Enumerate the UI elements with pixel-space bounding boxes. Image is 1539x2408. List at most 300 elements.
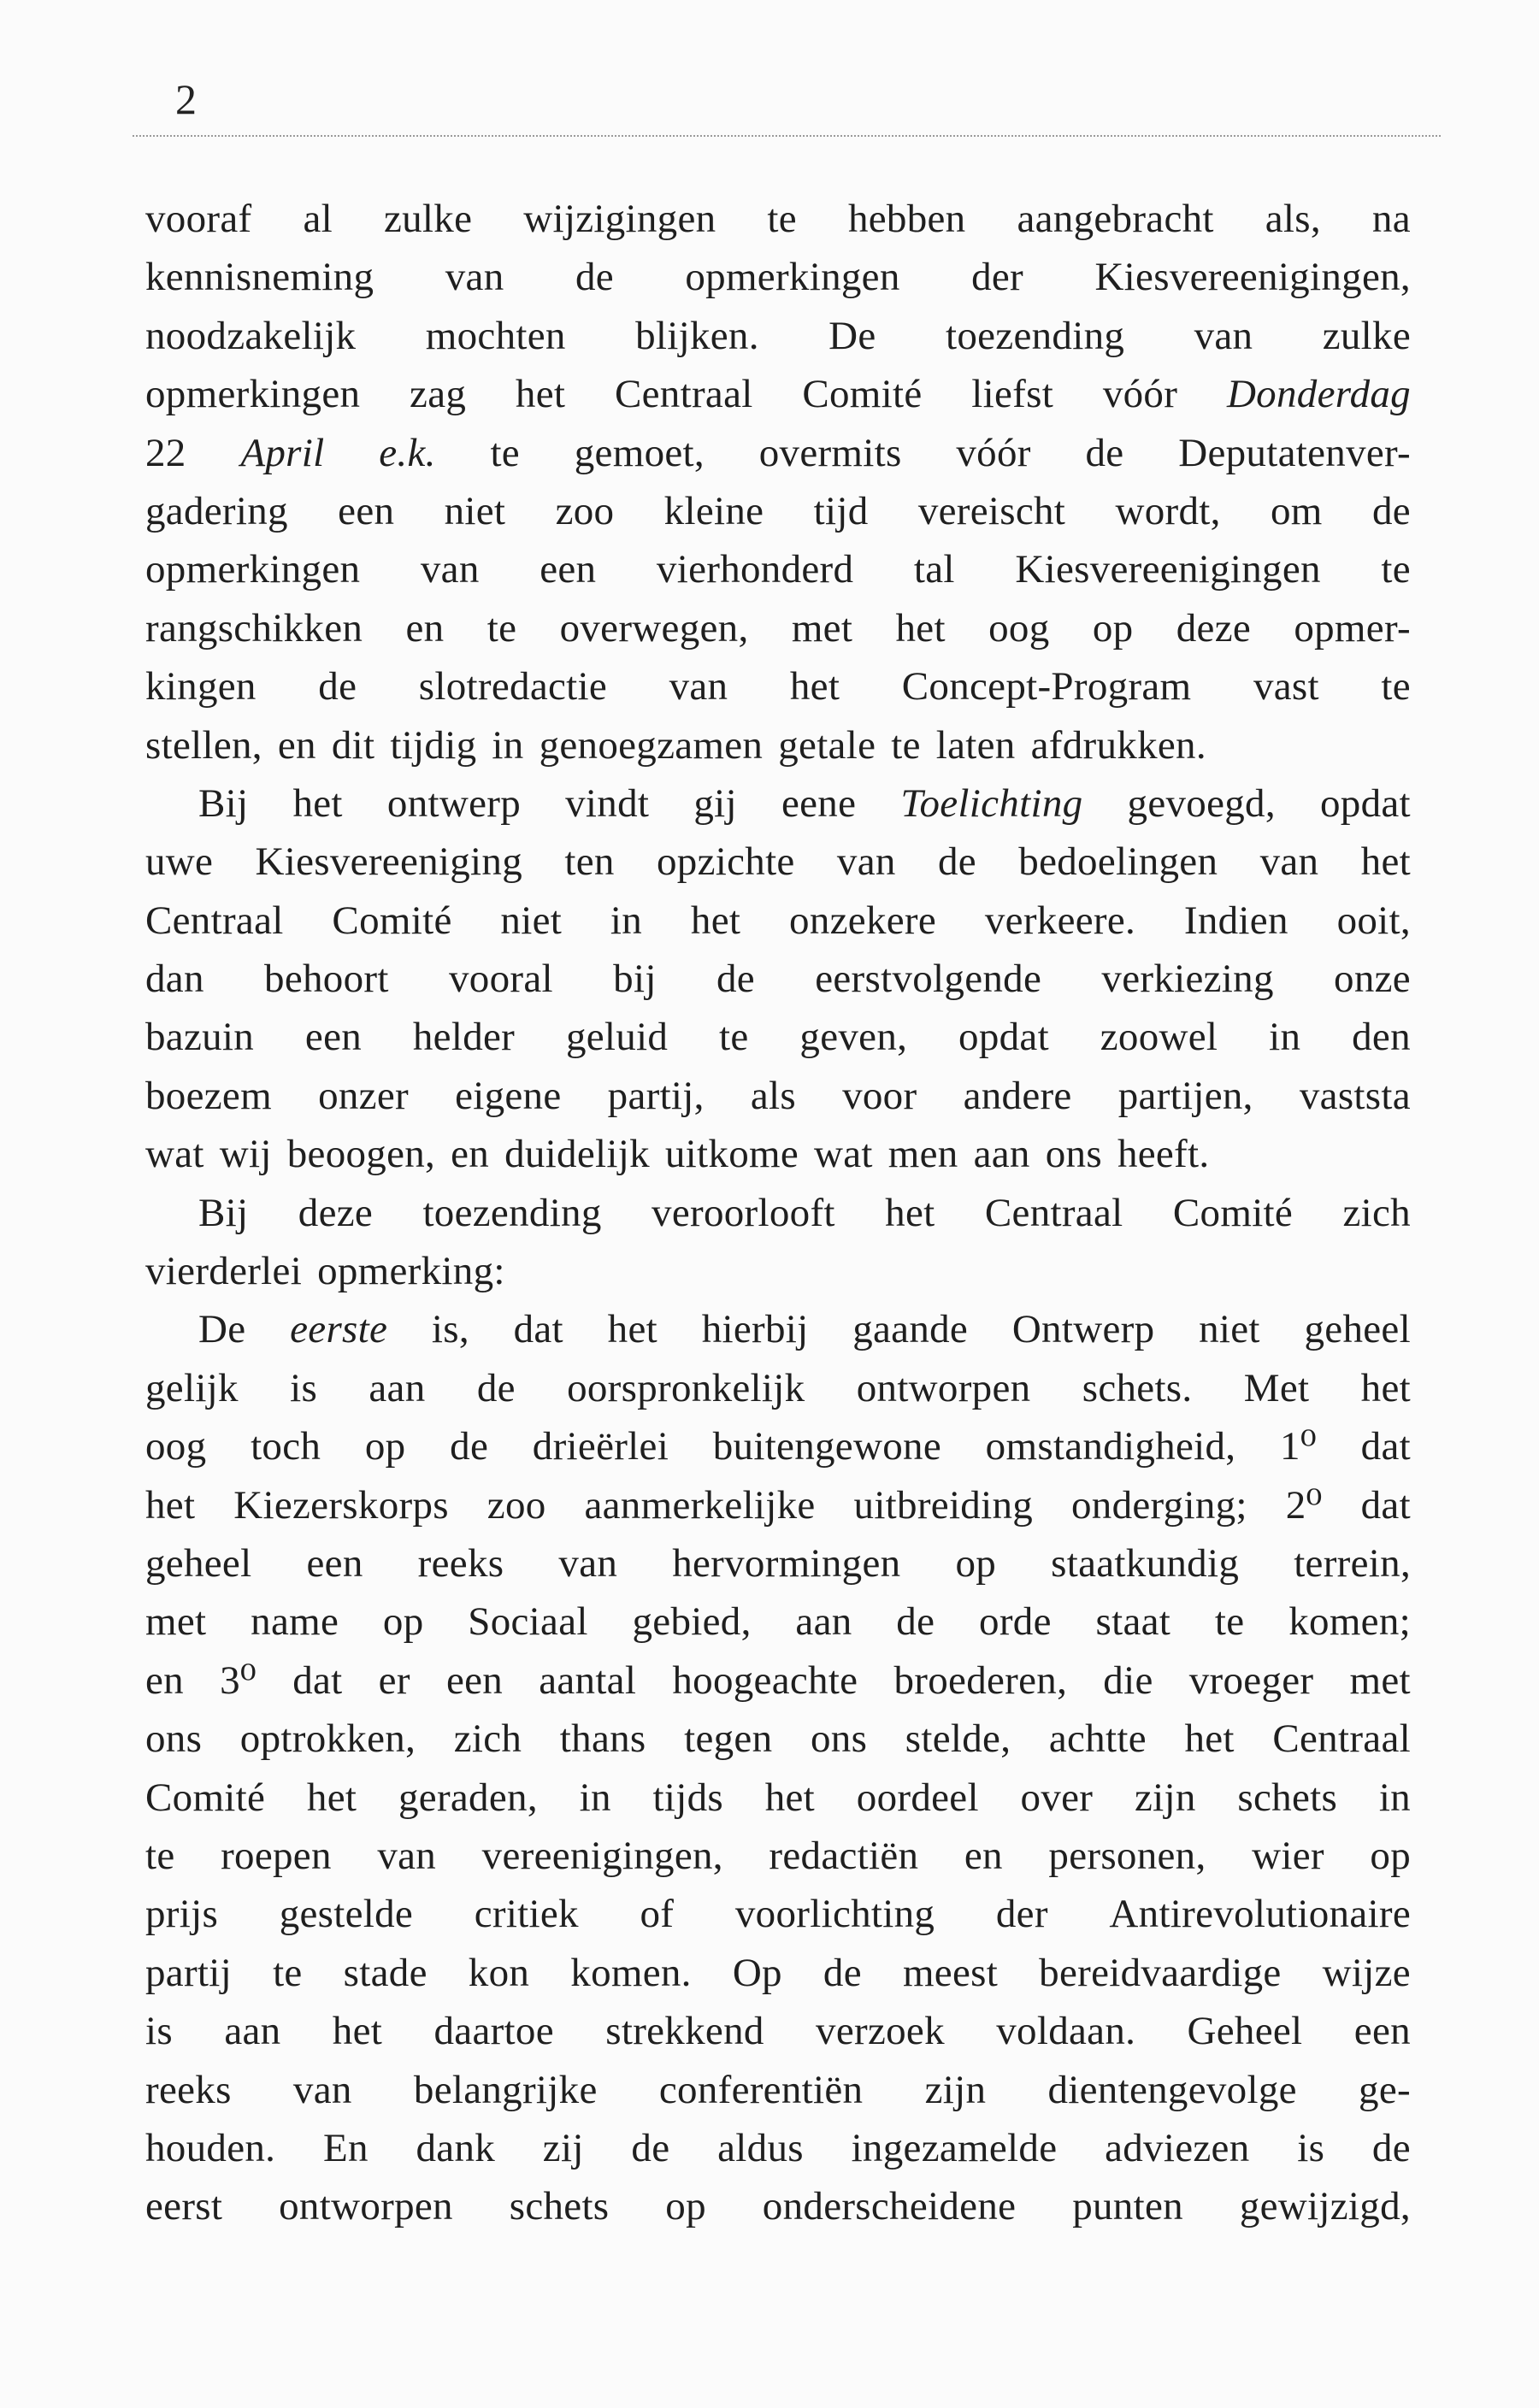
text-word: Comité [1172,1190,1294,1235]
text-word: van [292,2067,352,2112]
text-line [145,540,1411,598]
text-word: conferentiën [658,2067,864,2112]
text-word: Comité [145,1775,266,1820]
text-word: Antirevolutionaire [1109,1892,1411,1937]
text-word: onderscheidene [762,2184,1017,2229]
text-word: een [1353,2009,1411,2054]
text-word: 1⁰ [1280,1424,1317,1469]
text-word: zoo [486,1482,546,1528]
text-word: wijze [1322,1950,1411,1995]
text-word: niet [1199,1307,1260,1352]
text-word: hervormingen [672,1540,901,1586]
text-word: te [1214,1599,1245,1645]
text-word: men [887,1132,958,1177]
text-word: kon [468,1950,530,1995]
text-word: van [1194,313,1253,358]
text-word: vereischt [917,488,1066,533]
text-word: te [145,1833,175,1878]
header-rule [133,135,1441,137]
text-word: aan [224,2009,281,2054]
text-word: na [1371,197,1411,241]
text-word: redactiën [769,1833,919,1878]
text-line [145,1184,1411,1242]
text-word: gij [693,780,737,826]
text-word: eerstvolgende [815,957,1042,1002]
text-word: opdat [1320,780,1411,826]
text-line [145,1769,1411,1827]
text-line [145,424,1411,482]
text-word: zij [542,2125,584,2170]
text-word: dat [1360,1482,1411,1528]
text-word: aan [973,1132,1030,1177]
text-line [145,833,1411,891]
text-word: heeft. [1117,1132,1210,1177]
text-word: is [1297,2125,1325,2170]
text-word: op [1370,1833,1411,1878]
text-word: tegen [684,1716,773,1762]
text-word: Comité [802,372,923,417]
text-word: opzichte [656,839,795,885]
text-word: wat [814,1132,873,1177]
text-word: te [1381,547,1411,592]
text-word: schets [509,2184,610,2229]
text-word: aan [369,1365,426,1410]
text-word: Deputatenver- [1178,430,1411,475]
text-word: slotredactie [418,664,608,709]
text-word: of [640,1892,675,1937]
text-word: Kiesvereenigingen, [1094,255,1411,300]
text-word: stelde, [905,1716,1011,1762]
text-word: vóór [956,430,1031,475]
text-word: bazuin [145,1015,255,1060]
text-word: met [791,605,853,651]
text-word: onzekere [789,898,937,943]
text-word: niet [444,488,506,533]
text-word: deze [298,1190,374,1235]
text-word: toezending [945,313,1125,358]
text-word: het [306,1775,357,1820]
text-word: gadering [145,488,288,533]
text-word: zag [410,372,467,417]
text-word: tijds [652,1775,723,1820]
text-word: terrein, [1294,1540,1411,1586]
text-word: Indien [1183,898,1288,943]
text-word: de [716,957,755,1002]
text-word: op [955,1540,997,1586]
text-word: gevoegd, [1127,780,1276,826]
text-word: geluid [565,1015,669,1060]
text-word: een [445,1657,504,1703]
text-word: omstandigheid, [985,1424,1236,1469]
text-line [145,950,1411,1008]
text-word: critiek [474,1892,579,1937]
text-word: van [445,255,504,300]
text-word: wij [219,1132,272,1177]
text-line [145,1300,1411,1358]
text-word: vooral [449,957,553,1002]
text-line [145,190,1411,248]
text-word: eerst [145,2184,223,2229]
text-word: De [828,313,876,358]
text-word: de [631,2125,670,2170]
text-line [145,1651,1411,1710]
text-word: broederen, [893,1657,1068,1703]
text-word: zoowel [1100,1015,1218,1060]
text-word: ooit, [1336,898,1411,943]
text-word: is, [431,1307,469,1352]
text-word: te [767,197,797,241]
text-word: het [789,664,840,709]
text-word: orde [979,1599,1052,1645]
text-word: het [515,372,566,417]
text-word: en [145,1657,184,1703]
text-line [145,248,1411,306]
text-word: het [1360,839,1411,885]
text-word: met [145,1599,207,1645]
text-word: het [764,1775,816,1820]
text-word: Kiesvereeniging [255,839,523,885]
text-word: partijen, [1117,1073,1253,1118]
text-line [145,1534,1411,1593]
text-word: kingen [145,664,256,709]
text-word: een [306,1540,363,1586]
text-word: De [198,1307,246,1352]
text-word: tijd [813,488,869,533]
text-word: Ontwerp [1011,1307,1155,1352]
text-word: ontworpen [856,1365,1031,1410]
text-line [145,365,1411,423]
text-word: prijs [145,1892,219,1937]
text-word: kleine [663,488,764,533]
text-word: Sociaal [468,1599,588,1645]
text-word: blijken. [635,313,759,358]
text-word: oordeel [856,1775,979,1820]
text-word: tijdig [390,722,477,768]
text-word: punten [1072,2184,1183,2229]
text-word: vierhonderd [656,547,854,592]
text-word: 2⁰ [1285,1482,1323,1528]
text-word: stellen, [145,722,262,768]
text-word: partij [145,1950,232,1995]
text-word: der [971,255,1023,300]
text-word: ge- [1359,2067,1411,2112]
text-word: schets. [1082,1365,1193,1410]
text-line [145,307,1411,365]
text-word: vóór [1102,372,1178,417]
text-word: zijn [1135,1775,1196,1820]
text-word: Met [1243,1365,1310,1410]
text-word: gemoet, [574,430,705,475]
text-word: stade [343,1950,428,1995]
text-line [145,2002,1411,2060]
text-word: met [1349,1657,1411,1703]
text-word: het [895,605,946,651]
text-word: April [240,430,325,475]
text-word: noodzakelijk [145,313,357,358]
text-word: roepen [221,1833,332,1878]
text-line [145,1476,1411,1534]
text-word: uitbreiding [853,1482,1034,1528]
text-line [145,1593,1411,1651]
text-word: gestelde [279,1892,414,1937]
text-word: over [1020,1775,1094,1820]
text-word: hoogeachte [672,1657,858,1703]
text-word: de [575,255,614,300]
text-word: ons [1045,1132,1102,1177]
text-word: verkiezing [1101,957,1274,1002]
text-word: te [486,605,517,651]
text-word: 22 [145,430,186,475]
text-word: het [145,1482,196,1528]
text-word: Kiezerskorps [233,1482,449,1528]
text-word: zoo [555,488,615,533]
text-word: onze [1334,957,1411,1002]
text-word: Centraal [1272,1716,1411,1762]
text-word: andere [963,1073,1072,1118]
text-word: Comité [332,898,452,943]
text-word: hebben [847,197,966,241]
text-word: buitengewone [712,1424,941,1469]
text-word: en [451,1132,490,1177]
text-word: kennisneming [145,255,374,300]
text-word: der [995,1892,1048,1937]
text-word: eerste [290,1307,388,1352]
text-word: geheel [145,1540,252,1586]
text-word: die [1103,1657,1153,1703]
text-word: in [1378,1775,1411,1820]
text-word: ontworpen [279,2184,453,2229]
text-word: reeks [417,1540,504,1586]
text-line [145,1067,1411,1125]
text-word: gewijzigd, [1239,2184,1411,2229]
text-word: verzoek [816,2009,945,2054]
text-word: ten [564,839,615,885]
text-line [145,599,1411,657]
text-word: opdat [958,1015,1049,1060]
body-text [145,190,1411,2236]
text-word: de [896,1599,935,1645]
text-word: Donderdag [1226,372,1411,417]
text-word: thans [559,1716,646,1762]
text-word: gebied, [632,1599,752,1645]
text-word: en [405,605,445,651]
text-word: dat [292,1657,343,1703]
text-word: wordt, [1115,488,1221,533]
text-word: op [382,1599,424,1645]
text-word: dientengevolge [1047,2067,1297,2112]
text-line [145,1944,1411,2002]
text-word: veroorlooft [652,1190,835,1235]
text-word: staatkundig [1051,1540,1240,1586]
text-word: aanmerkelijke [584,1482,816,1528]
text-word: strekkend [605,2009,764,2054]
text-word: reeks [145,2067,232,2112]
text-word: toezending [422,1190,602,1235]
text-word: de [318,664,357,709]
text-word: vroeger [1188,1657,1314,1703]
text-word: ingezamelde [851,2125,1058,2170]
text-word: eigene [455,1073,562,1118]
text-word: Centraal [984,1190,1123,1235]
page-number: 2 [175,75,197,123]
text-line [145,1125,1411,1183]
text-word: aantal [539,1657,637,1703]
text-word: komen; [1288,1599,1411,1645]
text-word: oorspronkelijk [567,1365,805,1410]
text-word: vaststa [1299,1073,1411,1118]
text-word: belangrijke [413,2067,598,2112]
text-line [145,482,1411,540]
text-word: geven, [799,1015,908,1060]
text-word: wat [145,1132,204,1177]
text-word: meest [902,1950,999,1995]
text-word: houden. [145,2125,276,2170]
text-word: bedoelingen [1018,839,1218,885]
text-word: overwegen, [559,605,749,651]
text-word: vindt [565,780,650,826]
text-line [145,2061,1411,2119]
text-word: te [273,1950,303,1995]
text-word: genoegzamen [539,722,764,768]
text-word: drieërlei [532,1424,669,1469]
text-word: Bij [198,1190,249,1235]
text-word: partij, [607,1073,705,1118]
text-word: dank [416,2125,496,2170]
text-word: om [1270,488,1323,533]
text-word: gelijk [145,1365,239,1410]
text-word: het [332,2009,383,2054]
text-line [145,1359,1411,1417]
text-word: daartoe [433,2009,554,2054]
text-word: Bij [198,780,249,826]
text-word: e.k. [379,430,436,475]
text-word: in [492,722,524,768]
text-line [145,2119,1411,2177]
text-word: opmerkingen [685,255,900,300]
text-word: liefst [971,372,1054,417]
text-line [145,716,1411,774]
text-word: al [303,197,333,241]
text-word: de [450,1424,489,1469]
text-word: van [836,839,896,885]
text-word: en [964,1833,1003,1878]
text-word: afdrukken. [1030,722,1206,768]
text-word: het [885,1190,935,1235]
text-word: van [420,547,480,592]
text-word: zich [453,1716,522,1762]
text-word: een [540,547,597,592]
text-word: het [1184,1716,1235,1762]
text-word: is [145,2009,173,2054]
text-word: van [1259,839,1319,885]
text-word: het [292,780,343,826]
text-line [145,1008,1411,1066]
text-word: dat [1360,1424,1411,1469]
text-word: 3⁰ [220,1657,257,1703]
text-word: staat [1095,1599,1171,1645]
text-word: deze [1176,605,1252,651]
text-word: het [607,1307,657,1352]
text-word: aangebracht [1017,197,1214,241]
text-word: verkeere. [984,898,1136,943]
text-word: dit [331,722,375,768]
text-word: Kiesvereenigingen [1015,547,1321,592]
text-word: overmits [758,430,902,475]
text-word: bereidvaardige [1039,1950,1282,1995]
text-word: op [1092,605,1134,651]
text-word: name [251,1599,339,1645]
text-word: En [322,2125,369,2170]
text-word: geheel [1304,1307,1411,1352]
text-word: oog [145,1424,207,1469]
text-word: bij [613,957,657,1002]
text-line [145,1885,1411,1943]
text-line [145,1242,1411,1300]
text-word: in [579,1775,611,1820]
text-word: den [1352,1015,1411,1060]
text-word: ontwerp [386,780,522,826]
text-word: Op [732,1950,782,1995]
text-word: wier [1252,1833,1324,1878]
text-word: toch [251,1424,321,1469]
text-word: zulke [1322,313,1411,358]
text-word: helder [412,1015,516,1060]
text-word: als [750,1073,796,1118]
text-word: hierbij [701,1307,809,1352]
text-word: dan [145,957,204,1002]
text-word: zulke [383,197,473,241]
text-line [145,2177,1411,2235]
text-word: de [1371,2125,1411,2170]
text-word: Toelichting [900,780,1083,826]
text-word: personen, [1048,1833,1206,1878]
text-word: achtte [1048,1716,1147,1762]
text-word: behoort [264,957,389,1002]
text-word: en [277,722,316,768]
text-word: ons [810,1716,868,1762]
text-word: uitkome [664,1132,799,1177]
text-word: het [1360,1365,1411,1410]
text-word: ons [145,1716,203,1762]
text-word: op [665,2184,706,2229]
text-word: duidelijk [504,1132,650,1177]
text-line [145,657,1411,715]
text-word: Concept-Program [901,664,1192,709]
text-word: niet [500,898,563,943]
text-line [145,892,1411,950]
text-word: van [558,1540,618,1586]
text-word: schets [1237,1775,1338,1820]
text-word: voor [842,1073,917,1118]
text-word: vast [1253,664,1319,709]
text-word: oog [988,605,1050,651]
text-word: er [378,1657,410,1703]
text-word: als, [1265,197,1321,241]
text-word: eene [781,780,857,826]
text-word: een [304,1015,363,1060]
text-word: de [823,1950,862,1995]
text-word: de [937,839,976,885]
text-word: te [891,722,921,768]
text-word: Centraal [615,372,753,417]
text-word: zijn [924,2067,987,2112]
text-word: adviezen [1105,2125,1250,2170]
text-word: vereenigingen, [481,1833,723,1878]
text-line [145,1827,1411,1885]
text-word: van [377,1833,437,1878]
text-word: wijzigingen [523,197,716,241]
text-word: te [490,430,520,475]
